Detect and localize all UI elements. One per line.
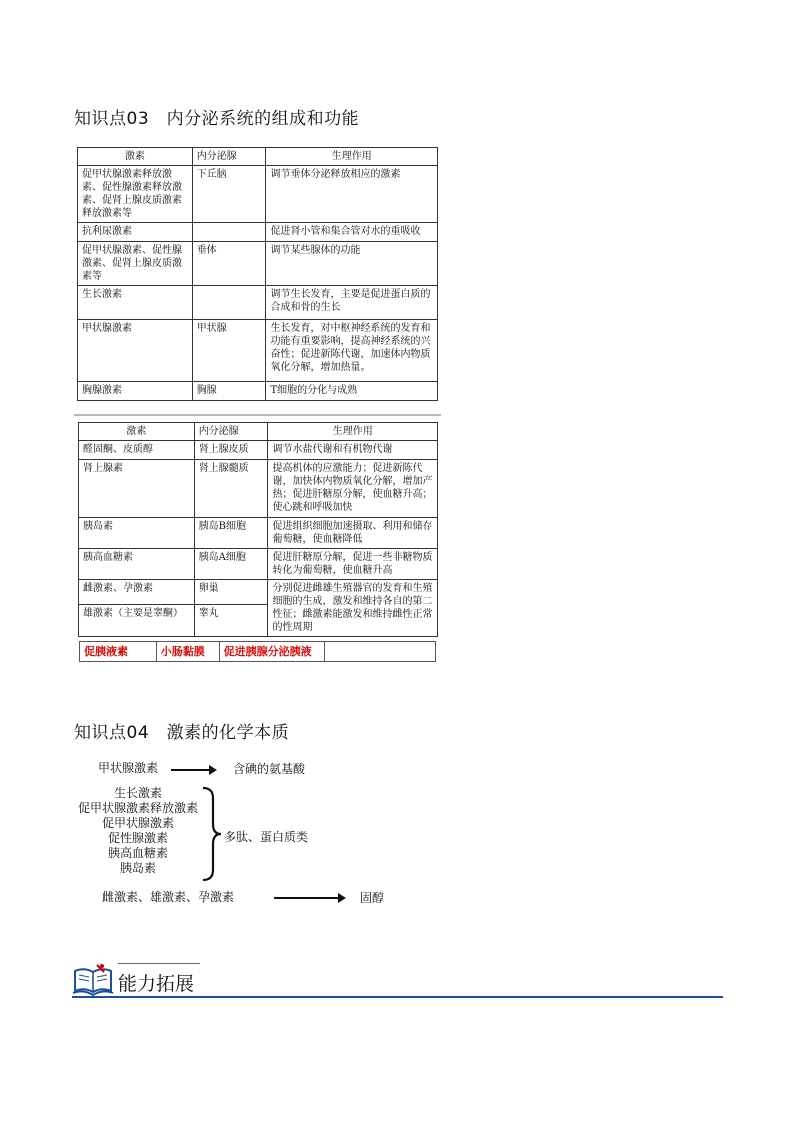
cell-function: 提高机体的应激能力；促进新陈代谢，加快体内物质氧化分解，增加产热；促进肝糖原分解，使血糖升高；使心跳和呼吸加快	[268, 460, 438, 518]
table-row	[78, 166, 438, 223]
header-gland: 内分泌腺	[192, 148, 266, 166]
footer-title: 能力拓展	[118, 973, 195, 995]
table-row	[78, 242, 438, 286]
table-row	[80, 642, 436, 662]
section-title-03: 知识点03 内分泌系统的组成和功能	[74, 109, 360, 129]
diagram-group-item: 促甲状腺激素释放激素	[77, 801, 198, 815]
cell-function: 调节某些腺体的功能	[266, 242, 438, 286]
cell-hormone: 胰高血糖素	[79, 549, 195, 580]
table-row	[79, 580, 438, 605]
cell-hormone: 胸腺激素	[78, 382, 193, 401]
diagram-peptide-result: 多肽、蛋白质类	[224, 830, 309, 844]
hormone-table-1	[77, 147, 438, 401]
table-row	[78, 382, 438, 401]
cell-hormone: 甲状腺激素	[78, 320, 193, 382]
cell-empty	[325, 642, 436, 662]
cell-gland: 小肠黏膜	[156, 642, 219, 662]
table-row	[78, 320, 438, 382]
diagram-peptide-group	[74, 786, 202, 876]
cell-function: 分别促进雌雄生殖器官的发育和生殖细胞的生成，激发和维持各自的第二性征；雌激素能激发和维持雌性正常的性周期	[268, 580, 438, 637]
diagram-group-item: 胰岛素	[119, 861, 156, 875]
secretin-table	[79, 641, 436, 662]
diagram-group-item: 促甲状腺激素	[101, 816, 174, 830]
cell-hormone: 促甲状腺激素、促性腺激素、促肾上腺皮质激素等	[78, 242, 193, 286]
table-header-row	[78, 148, 438, 166]
table-header-row	[79, 423, 438, 441]
cell-gland: 胰岛B细胞	[194, 518, 268, 549]
table-row	[79, 441, 438, 460]
cell-function: 调节垂体分泌释放相应的激素	[266, 166, 438, 223]
cell-gland: 垂体	[192, 242, 266, 286]
header-hormone: 激素	[78, 148, 193, 166]
cell-gland: 胰岛A细胞	[194, 549, 268, 580]
book-icon	[72, 962, 114, 996]
cell-function: T细胞的分化与成熟	[266, 382, 438, 401]
cell-gland: 下丘脑	[192, 166, 266, 223]
cell-gland	[192, 286, 266, 320]
table-row	[79, 518, 438, 549]
diagram-group-item: 促性腺激素	[107, 831, 168, 845]
arrow-icon	[171, 769, 213, 771]
hormone-table-2	[78, 422, 438, 637]
cell-hormone: 肾上腺素	[79, 460, 195, 518]
table-divider	[74, 414, 441, 416]
cell-hormone: 胰岛素	[79, 518, 195, 549]
cell-hormone: 雌激素、孕激素	[79, 580, 195, 605]
table-row	[79, 549, 438, 580]
cell-function: 生长发育，对中枢神经系统的发育和功能有重要影响，提高神经系统的兴奋性；促进新陈代谢，加速体内物质氧化分解，增加热量。	[266, 320, 438, 382]
cell-function: 促进组织细胞加速摄取、利用和储存葡萄糖，使血糖降低	[268, 518, 438, 549]
cell-hormone: 醛固酮、皮质醇	[79, 441, 195, 460]
cell-gland: 甲状腺	[192, 320, 266, 382]
cell-hormone: 抗利尿激素	[78, 223, 193, 242]
cell-gland	[192, 223, 266, 242]
cell-hormone: 促胰液素	[80, 642, 157, 662]
cell-function: 促进胰腺分泌胰液	[219, 642, 325, 662]
cell-gland: 肾上腺皮质	[194, 441, 268, 460]
diagram-sterol-result: 固醇	[360, 891, 385, 905]
cell-gland: 睾丸	[194, 605, 268, 637]
cell-hormone: 促甲状腺激素释放激素、促性腺激素释放激素、促肾上腺皮质激素释放激素等	[78, 166, 193, 223]
footer-overline	[118, 963, 200, 964]
footer-rule	[72, 996, 723, 998]
cell-function: 调节水盐代谢和有机物代谢	[268, 441, 438, 460]
cell-function: 促进肾小管和集合管对水的重吸收	[266, 223, 438, 242]
cell-function: 调节生长发育，主要是促进蛋白质的合成和骨的生长	[266, 286, 438, 320]
diagram-sex-hormones-label: 雌激素、雄激素、孕激素	[102, 890, 235, 904]
diagram-group-item: 胰高血糖素	[107, 846, 168, 860]
diagram-group-item: 生长激素	[113, 786, 162, 800]
header-function: 生理作用	[268, 423, 438, 441]
cell-gland: 卵巢	[194, 580, 268, 605]
arrow-icon	[274, 897, 342, 899]
table-row	[79, 460, 438, 518]
diagram-thyroid-result: 含碘的氨基酸	[233, 762, 306, 776]
cell-hormone: 雄激素（主要是睾酮）	[79, 605, 195, 637]
header-function: 生理作用	[266, 148, 438, 166]
header-hormone: 激素	[79, 423, 195, 441]
cell-hormone: 生长激素	[78, 286, 193, 320]
section-title-04: 知识点04 激素的化学本质	[74, 723, 290, 743]
cell-function: 促进肝糖原分解，促进一些非糖物质转化为葡萄糖，使血糖升高	[268, 549, 438, 580]
cell-gland: 胸腺	[192, 382, 266, 401]
cell-gland: 肾上腺髓质	[194, 460, 268, 518]
curly-brace-icon	[199, 786, 225, 882]
table-row	[78, 223, 438, 242]
diagram-thyroid-label: 甲状腺激素	[98, 761, 159, 775]
header-gland: 内分泌腺	[194, 423, 268, 441]
table-row	[78, 286, 438, 320]
